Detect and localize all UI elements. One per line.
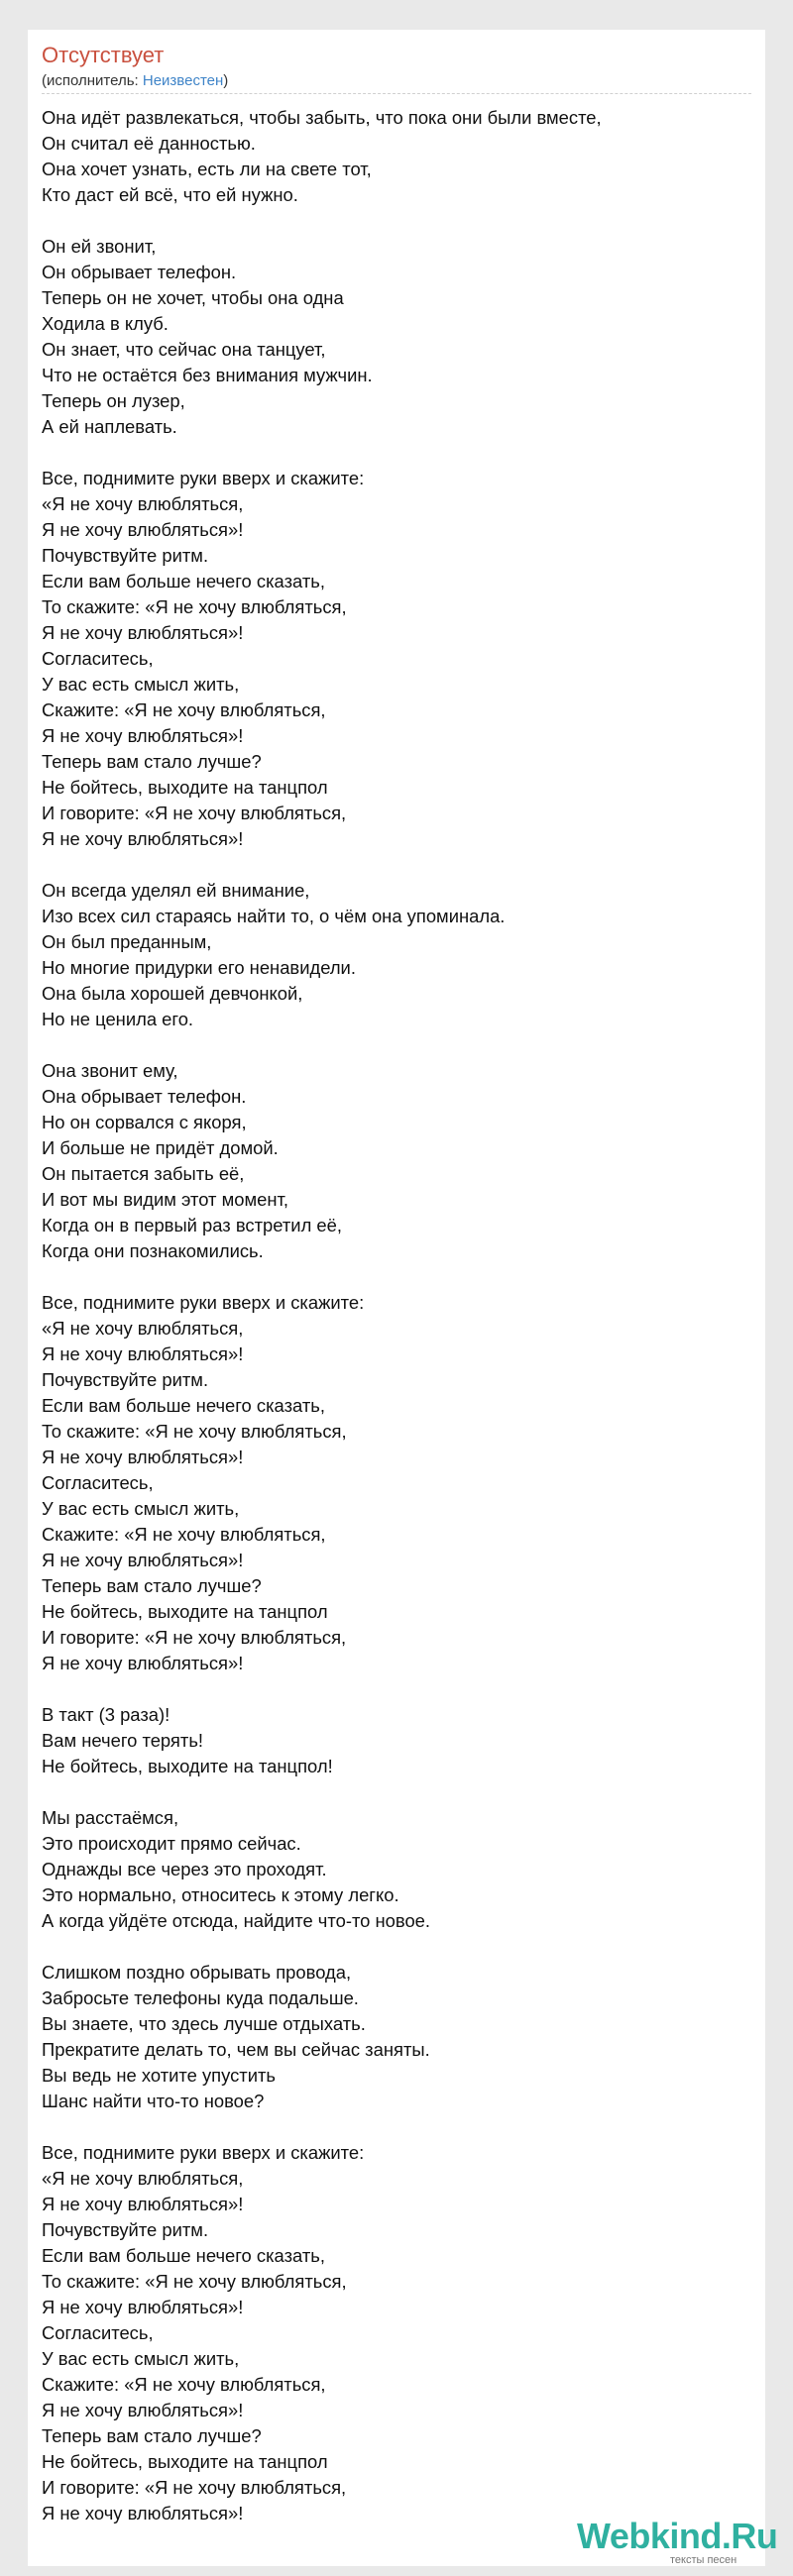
lyric-line: А когда уйдёте отсюда, найдите что-то новое.	[42, 1910, 431, 1931]
lyric-line: Однажды все через это проходят.	[42, 1859, 327, 1879]
lyric-line: Когда они познакомились.	[42, 1240, 264, 1261]
lyric-line: Я не хочу влюбляться»!	[42, 622, 244, 643]
lyrics-stanza	[42, 234, 751, 440]
lyric-line: Он знает, что сейчас она танцует,	[42, 339, 326, 360]
lyric-line: Теперь вам стало лучше?	[42, 1575, 262, 1596]
lyric-line: Я не хочу влюбляться»!	[42, 1550, 244, 1570]
lyrics-stanza	[42, 1290, 751, 1676]
lyric-line: Я не хочу влюбляться»!	[42, 725, 244, 746]
lyric-line: Вы ведь не хотите упустить	[42, 2065, 276, 2086]
lyric-line: Не бойтесь, выходите на танцпол!	[42, 1756, 333, 1776]
lyric-line: Вам нечего терять!	[42, 1730, 204, 1751]
lyric-line: Прекратите делать то, чем вы сейчас заняты.	[42, 2039, 430, 2060]
lyric-line: То скажите: «Я не хочу влюбляться,	[42, 596, 347, 617]
lyric-line: «Я не хочу влюбляться,	[42, 1318, 244, 1339]
lyric-line: У вас есть смысл жить,	[42, 2348, 240, 2369]
lyrics-stanza	[42, 878, 751, 1032]
lyric-line: Я не хочу влюбляться»!	[42, 2400, 244, 2420]
lyric-line: То скажите: «Я не хочу влюбляться,	[42, 2271, 347, 2292]
lyrics-card	[28, 30, 765, 2566]
lyric-line: Забросьте телефоны куда подальше.	[42, 1987, 359, 2008]
lyric-line: «Я не хочу влюбляться,	[42, 493, 244, 514]
webkind-logo[interactable]	[547, 2516, 778, 2576]
lyric-line: Он считал её данностью.	[42, 133, 256, 154]
lyric-line: Если вам больше нечего сказать,	[42, 2245, 325, 2266]
lyric-line: Она идёт развлекаться, чтобы забыть, что пока они были вместе,	[42, 107, 602, 128]
lyric-line: В такт (3 раза)!	[42, 1704, 170, 1725]
lyric-line: Я не хочу влюбляться»!	[42, 2297, 244, 2317]
lyric-line: Теперь вам стало лучше?	[42, 751, 262, 772]
lyric-line: Шанс найти что-то новое?	[42, 2091, 265, 2111]
lyric-line: То скажите: «Я не хочу влюбляться,	[42, 1421, 347, 1442]
lyric-line: Я не хочу влюбляться»!	[42, 828, 244, 849]
lyrics-stanza	[42, 1702, 751, 1779]
lyric-line: Все, поднимите руки вверх и скажите:	[42, 2142, 365, 2163]
lyric-line: Он обрывает телефон.	[42, 262, 237, 282]
lyric-line: Она звонит ему,	[42, 1060, 178, 1081]
lyric-line: Почувствуйте ритм.	[42, 1369, 209, 1390]
lyric-line: Не бойтесь, выходите на танцпол	[42, 1601, 328, 1622]
lyric-line: Изо всех сил стараясь найти то, о чём она упоминала.	[42, 906, 506, 926]
lyric-line: Ходила в клуб.	[42, 313, 169, 334]
lyric-line: Все, поднимите руки вверх и скажите:	[42, 1292, 365, 1313]
lyric-line: Она обрывает телефон.	[42, 1086, 247, 1107]
lyric-line: Он был преданным,	[42, 931, 212, 952]
lyric-line: И больше не придёт домой.	[42, 1137, 279, 1158]
lyric-line: Мы расстаёмся,	[42, 1807, 179, 1828]
lyric-line: Согласитесь,	[42, 648, 154, 669]
lyric-line: Все, поднимите руки вверх и скажите:	[42, 468, 365, 488]
lyric-line: Слишком поздно обрывать провода,	[42, 1962, 352, 1983]
byline-suffix: )	[223, 72, 229, 89]
lyric-line: Если вам больше нечего сказать,	[42, 571, 325, 591]
lyric-line: Теперь он не хочет, чтобы она одна	[42, 287, 344, 308]
byline-prefix: (исполнитель:	[42, 72, 143, 89]
lyric-line: Но не ценила его.	[42, 1009, 194, 1029]
logo-text: Webkind.Ru	[577, 2516, 778, 2556]
lyric-line: Почувствуйте ритм.	[42, 545, 209, 566]
lyric-line: Я не хочу влюбляться»!	[42, 1653, 244, 1673]
lyric-line: У вас есть смысл жить,	[42, 1498, 240, 1519]
lyric-line: Не бойтесь, выходите на танцпол	[42, 777, 328, 798]
logo-subtitle: тексты песен	[670, 2554, 737, 2566]
lyrics-stanza	[42, 1960, 751, 2114]
lyric-line: Скажите: «Я не хочу влюбляться,	[42, 2374, 326, 2395]
lyric-line: Это происходит прямо сейчас.	[42, 1833, 301, 1854]
lyric-line: Я не хочу влюбляться»!	[42, 519, 244, 540]
lyric-line: Если вам больше нечего сказать,	[42, 1395, 325, 1416]
lyrics-body	[42, 105, 751, 2552]
lyric-line: Она хочет узнать, есть ли на свете тот,	[42, 159, 372, 179]
lyric-line: Я не хочу влюбляться»!	[42, 2194, 244, 2214]
lyric-line: И говорите: «Я не хочу влюбляться,	[42, 803, 347, 823]
lyrics-stanza	[42, 2140, 751, 2526]
lyric-line: И говорите: «Я не хочу влюбляться,	[42, 1627, 347, 1648]
artist-link[interactable]: Неизвестен	[142, 72, 224, 89]
lyric-line: Теперь вам стало лучше?	[42, 2425, 262, 2446]
lyric-line: Не бойтесь, выходите на танцпол	[42, 2451, 328, 2472]
lyrics-stanza	[42, 1805, 751, 1934]
lyric-line: Он пытается забыть её,	[42, 1163, 245, 1184]
lyric-line: А ей наплевать.	[42, 416, 177, 437]
artist-byline	[42, 71, 228, 91]
lyric-line: Согласитесь,	[42, 1472, 154, 1493]
lyric-line: Но многие придурки его ненавидели.	[42, 957, 356, 978]
song-title: Отсутствует	[42, 43, 165, 67]
lyric-line: Кто даст ей всё, что ей нужно.	[42, 184, 298, 205]
lyrics-stanza	[42, 105, 751, 208]
lyric-line: Согласитесь,	[42, 2322, 154, 2343]
lyric-line: У вас есть смысл жить,	[42, 674, 240, 695]
lyric-line: Вы знаете, что здесь лучше отдыхать.	[42, 2013, 366, 2034]
lyric-line: Я не хочу влюбляться»!	[42, 1447, 244, 1467]
lyrics-stanza	[42, 1058, 751, 1264]
lyric-line: Он всегда уделял ей внимание,	[42, 880, 310, 901]
lyric-line: Это нормально, относитесь к этому легко.	[42, 1884, 399, 1905]
lyric-line: Когда он в первый раз встретил её,	[42, 1215, 342, 1235]
lyric-line: Скажите: «Я не хочу влюбляться,	[42, 1524, 326, 1545]
lyric-line: И вот мы видим этот момент,	[42, 1189, 288, 1210]
lyric-line: Теперь он лузер,	[42, 390, 185, 411]
lyric-line: Что не остаётся без внимания мужчин.	[42, 365, 373, 385]
lyric-line: «Я не хочу влюбляться,	[42, 2168, 244, 2189]
lyric-line: Но он сорвался с якоря,	[42, 1112, 247, 1132]
lyric-line: Он ей звонит,	[42, 236, 157, 257]
title-divider	[42, 93, 751, 94]
lyric-line: Я не хочу влюбляться»!	[42, 2503, 244, 2523]
lyric-line: Почувствуйте ритм.	[42, 2219, 209, 2240]
lyrics-stanza	[42, 466, 751, 852]
lyric-line: Скажите: «Я не хочу влюбляться,	[42, 699, 326, 720]
lyric-line: Я не хочу влюбляться»!	[42, 1343, 244, 1364]
lyric-line: И говорите: «Я не хочу влюбляться,	[42, 2477, 347, 2498]
lyric-line: Она была хорошей девчонкой,	[42, 983, 303, 1004]
